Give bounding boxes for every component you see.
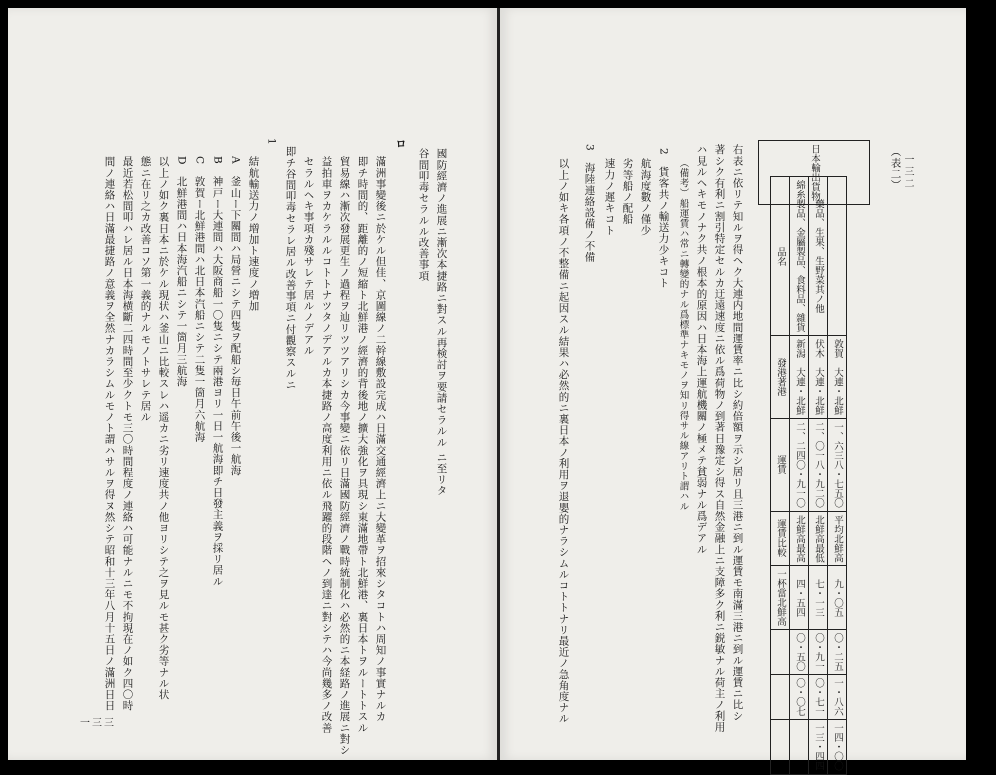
row3-c3: 一・八六 [828,675,847,720]
row3-freight: 一、六三八・七五〇 [828,419,847,512]
right-text-8: 速力ノ遲キコト [603,158,616,236]
table-title: 日本輸出貨物 [759,141,870,205]
freight-table-body [770,176,847,775]
row2-c2: 〇・九一 [809,630,828,675]
item1-number: 1 [265,138,278,146]
row3-c2: 〇・二五 [828,630,847,675]
item1-line-0: 結航輸送力ノ増加ト速度ノ増加 [247,156,260,312]
row-values-c [771,720,790,775]
right-text-6: 航海度數ノ僅少 [639,158,652,236]
item1-line-4: 神戸ー大連間ハ大阪商船一〇隻ニシテ兩港ヨリ一日一航海即チ日發主義ヲ採リ居ル [211,176,224,587]
right-text-3: ハ見ルヘキモノナク共ノ根本的原因ハ日本海上運航機關ノ極メテ貧弱ナル爲デアル [695,144,708,555]
row3-c1: 九・〇五 [828,566,847,630]
item1-line-8: 北鮮港間ハ日本海汽船ニシテ一箇月三航海 [175,176,188,387]
row3-c4: 一四・〇〇 [828,720,847,775]
row1-goods: 綿糸製品、金屬製品、食料品、雜貨 [790,177,809,336]
row3-goods [828,177,847,336]
body-line-4: 益拍車ヲカケラルルコトトナツタノデアルカ本捷路ノ高度利用ニ依ル飛躍的段階ヘノ到達ニ對シテハ今尚幾多ノ改善 [320,156,333,734]
item1-line-3: B [211,156,224,165]
left-page [8,8,497,760]
row3-ports: 敦賀 大連・北鮮 [828,336,847,419]
body-line-6: 即チ谷間叩毒セラレ居ル改善事項ニ付觀察スルニ [284,146,297,391]
table-label: （表二） [889,146,902,191]
item1-line-9: 以上ノ如ク裏日本ニ於ケル現状ハ釜山ニ比較スレハ遥カニ劣リ速度共ノ他ヨリシテ之ヲ見ルモ甚ク劣等ナル状 [157,156,170,700]
section-heading: ロ [394,138,407,150]
col-c3-header: 平均北鮮高 [828,511,847,566]
row1-ports: 新潟 大連・北鮮 [790,336,809,419]
col-c1-header: 北鮮高最高 [790,511,809,566]
row2-c4: 一三・四四 [809,720,828,775]
col-c2-header: 北鮮高最低 [809,511,828,566]
row1-freight: 二、二四〇・九一〇 [790,419,809,512]
row1-c2: 四・五四 [790,566,809,630]
left-page-number: 一三三 [80,718,116,729]
row1-c1 [790,720,809,775]
col-ports-header: 發港著港 [771,336,790,419]
row2-c3: 〇・七一 [809,675,828,720]
item1-line-2: 釜山ー下關間ハ局營ニシテ四隻ヲ配船シ毎日午前午後一航海 [229,176,242,476]
col-freight-header: 運賃 [771,419,790,512]
right-page [500,8,966,771]
body-line-3: 貿易線ハ漸次發展更生ノ過程ヲ辿リツツアリシカ今事變ニ依リ日滿國防經濟ノ戰時統制化ハ必然的ニ本経路ノ進展ニ對シ [338,156,351,756]
row1-c3: 〇・五〇 [790,630,809,675]
item1-line-6: 敦賀ー北鮮港間ハ北日本汽船ニシテ二隻一箇月六航海 [193,176,206,443]
item1-line-11: 最近若松間叩ハレ居ル日本海横斷二四時間至少クトモ三〇時間程度ノ連絡ハ可能ナルニモ不拘現在ノ如ク四〇時 [121,156,134,711]
right-text-9: 3 海陸連絡設備ノ不備 [583,144,596,263]
right-text-1: 右表ニ依リテ知ルヲ得ヘク大連内地間運賃率ニ比シ約倍額ヲ示シ居リ且三港ニ到ル運賃モ南滿三港ニ到ル運賃ニ比シ [731,144,744,722]
item1-line-1: A [229,156,242,165]
right-page-number: 一三二 [902,154,913,190]
right-text-5: 2 貨客共ノ輸送力少キコト [657,148,670,289]
row-values-b [771,675,790,720]
row-values-a [771,630,790,675]
intro-line-1: 國防經濟ノ進展ニ漸次本捷路ニ對スル再検討ヲ要請セラルル ニ至リタ [435,148,448,497]
right-text-10: 以上ノ如キ各項ノ不整備ニ起因スル結果ハ必然的ニ裏日本ノ利用ヲ退嬰的ナラシムルコトトナリ最近ノ急角度ナル [557,158,570,725]
row2-freight: 二、〇一八・九二〇 [809,419,828,512]
right-text-4: （備考）船運賃ハ常ニ轉變的ナル爲標準ナキモノヲ知リ得サル線アリト謂ハル [677,158,689,512]
row1-c4: 〇・〇七 [790,675,809,720]
item1-line-12: 間ノ連絡ハ日滿最捷路ノ意義ヲ全然ナカラシムルモノト謂ハサルヲ得ヌ然シテ昭和十三年八月十五日ノ滿洲日日 [103,156,116,711]
body-line-1: 滿洲事變後ニ於ケル但佳、京圖線ノ二幹線敷設完成ハ日滿交通經濟上ニ大變革ヲ招來シタコトハ周知ノ事實ナルカ [374,156,387,723]
item1-line-10: 態ニ在リ之カ改善コソ第一義的ナルモノトサレテ居ル [139,156,152,423]
body-line-2: 即チ時間的、距離的ノ短縮ト北鮮港ノ經濟的背後地ノ擴大強化ヲ具現シ東滿地帶ト北鮮港、裏日本トヲルートトスル [356,156,369,734]
item1-line-5: C [193,156,206,165]
intro-line-2: 谷間叩毒セラルル改善事項 [417,148,430,282]
body-line-5: セラルヘキ事項カ殘サレテ居ルノデアル [302,156,315,356]
right-text-7: 劣等船ノ配船 [621,158,634,225]
col-compare-header: 運賃比較 [771,511,790,566]
col-goods-header: 品名 [771,177,790,336]
col-c4-header: 一杯當北鮮高 [771,566,790,630]
row2-ports: 伏木 大連・北鮮 [809,336,828,419]
right-text-2: 著シク有利ニ割引特定セルカ迂遠速度ニ依ル爲荷物ノ到著日豫定シ得ス自然金融上ニ支障多ク利ニ鋭敏ナル荷主ノ利用 [713,144,726,733]
row2-goods: 藥品、生果、生野菜其ノ他 [809,177,828,336]
row2-c1: 七・一三 [809,566,828,630]
item1-line-7: D [175,156,188,166]
